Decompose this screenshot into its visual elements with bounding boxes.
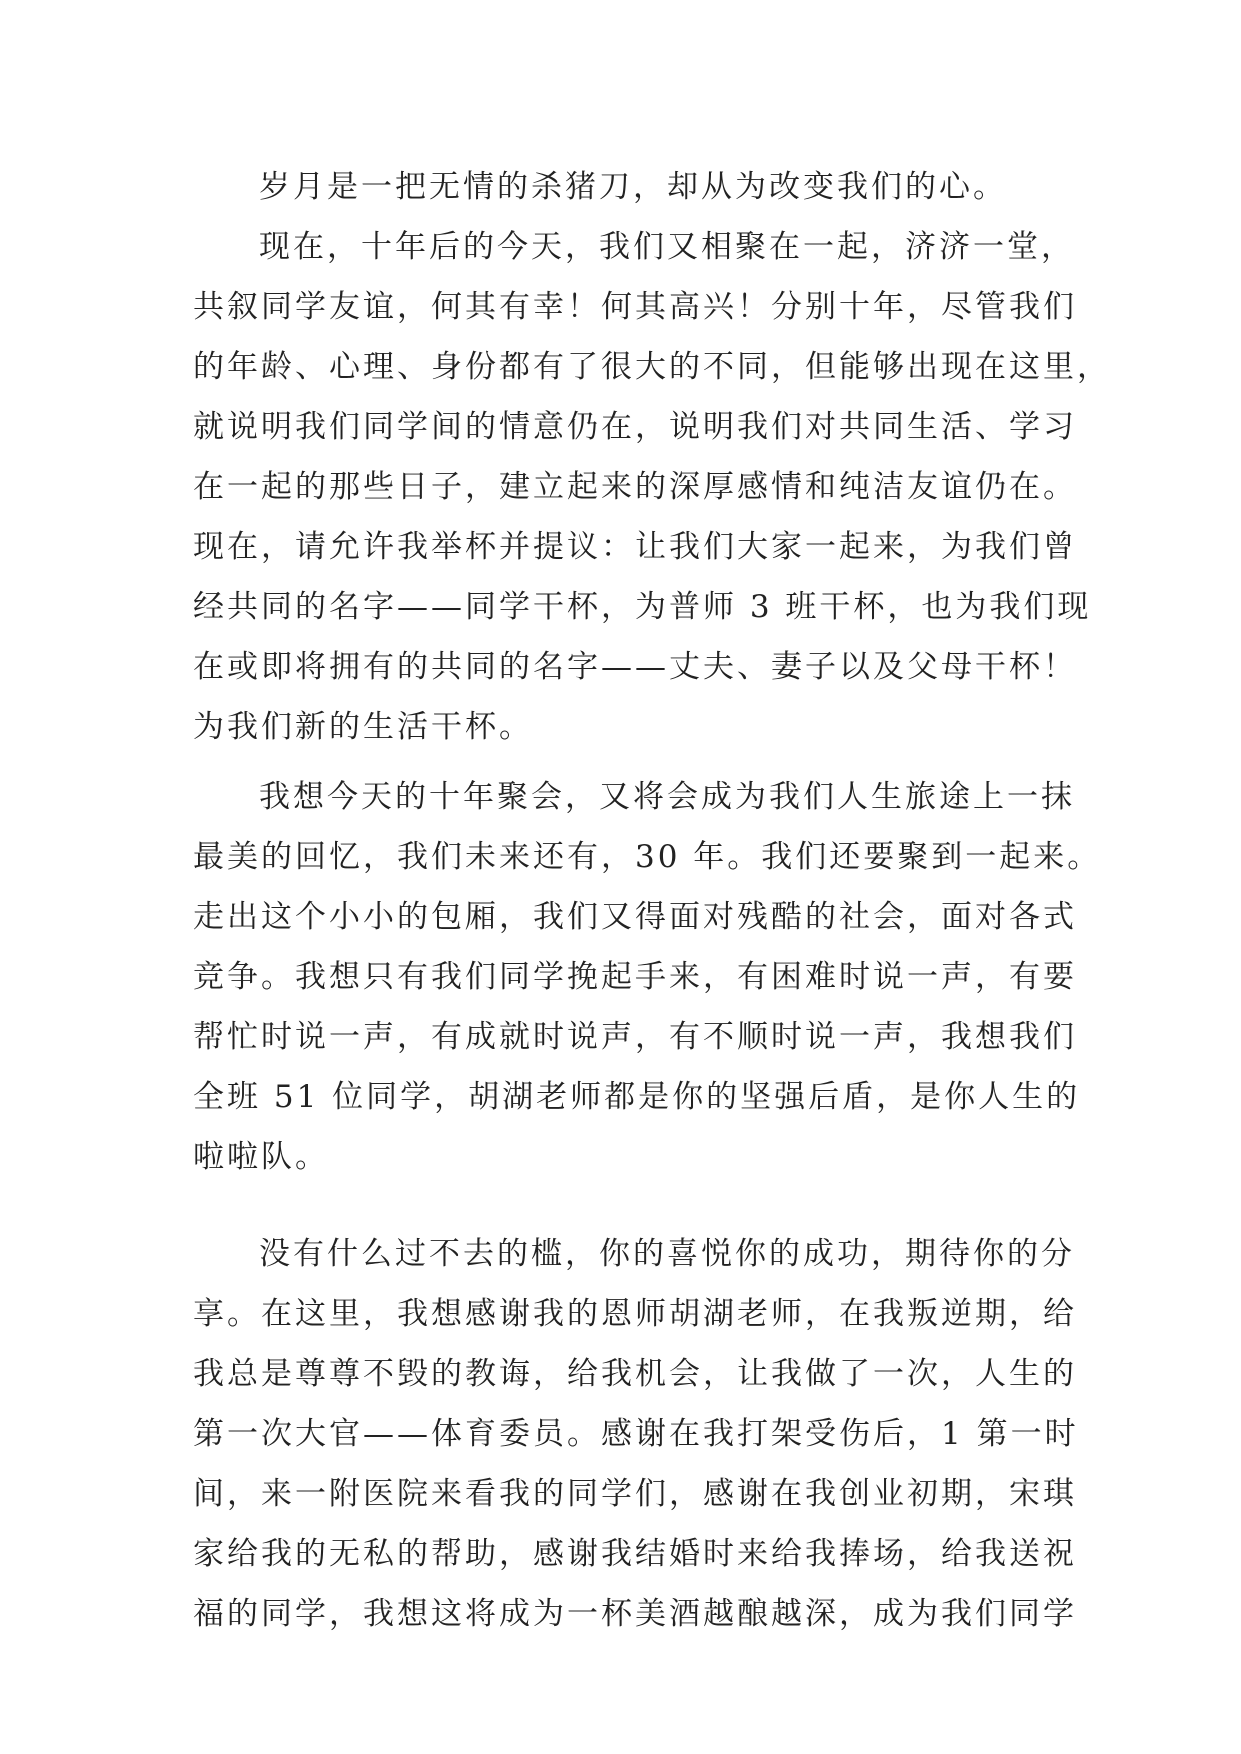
paragraph-2-line-3: 的年龄、心理、身份都有了很大的不同，但能够出现在这里， — [193, 349, 1111, 385]
paragraph-2-line-7: 经共同的名字——同学干杯，为普师 3 班干杯，也为我们现 — [193, 589, 1092, 625]
paragraph-gap — [193, 757, 1073, 767]
paragraph-3-line-5: 帮忙时说一声，有成就时说声，有不顺时说一声，我想我们 — [193, 1019, 1077, 1055]
paragraph-4-line-5: 间，来一附医院来看我的同学们，感谢在我创业初期，宋琪 — [193, 1476, 1077, 1512]
paragraph-4-line-4: 第一次大官——体育委员。感谢在我打架受伤后，1 第一时 — [193, 1416, 1079, 1452]
paragraph-3-line-7: 啦啦队。 — [193, 1139, 329, 1175]
paragraph-3-line-6: 全班 51 位同学，胡湖老师都是你的坚强后盾，是你人生的 — [193, 1079, 1081, 1115]
paragraph-2-line-8: 在或即将拥有的共同的名字——丈夫、妻子以及父母干杯！ — [193, 649, 1077, 685]
paragraph-2-line-9: 为我们新的生活干杯。 — [193, 709, 533, 745]
paragraph-3-line-2: 最美的回忆，我们未来还有，30 年。我们还要聚到一起来。 — [193, 839, 1102, 875]
paragraph-4-line-7: 福的同学，我想这将成为一杯美酒越酿越深，成为我们同学 — [193, 1596, 1077, 1632]
paragraph-2-line-4: 就说明我们同学间的情意仍在，说明我们对共同生活、学习 — [193, 409, 1077, 445]
paragraph-4-line-1: 没有什么过不去的槛，你的喜悦你的成功，期待你的分 — [259, 1236, 1075, 1272]
paragraph-gap — [193, 1187, 1073, 1224]
paragraph-3-line-3: 走出这个小小的包厢，我们又得面对残酷的社会，面对各式 — [193, 899, 1077, 935]
paragraph-1-line-1: 岁月是一把无情的杀猪刀，却从为改变我们的心。 — [259, 169, 1007, 205]
document-body — [193, 157, 1111, 1644]
paragraph-4-line-3: 我总是尊尊不毁的教诲，给我机会，让我做了一次，人生的 — [193, 1356, 1077, 1392]
paragraph-4-line-2: 享。在这里，我想感谢我的恩师胡湖老师，在我叛逆期，给 — [193, 1296, 1077, 1332]
paragraph-2-line-6: 现在，请允许我举杯并提议：让我们大家一起来，为我们曾 — [193, 529, 1077, 565]
paragraph-2-line-2: 共叙同学友谊，何其有幸！何其高兴！分别十年，尽管我们 — [193, 289, 1077, 325]
paragraph-4-line-6: 家给我的无私的帮助，感谢我结婚时来给我捧场，给我送祝 — [193, 1536, 1077, 1572]
paragraph-3-line-4: 竞争。我想只有我们同学挽起手来，有困难时说一声，有要 — [193, 959, 1077, 995]
paragraph-3-line-1: 我想今天的十年聚会，又将会成为我们人生旅途上一抹 — [259, 779, 1075, 815]
paragraph-2-line-5: 在一起的那些日子，建立起来的深厚感情和纯洁友谊仍在。 — [193, 469, 1077, 505]
paragraph-2-line-1: 现在，十年后的今天，我们又相聚在一起，济济一堂， — [259, 229, 1075, 265]
